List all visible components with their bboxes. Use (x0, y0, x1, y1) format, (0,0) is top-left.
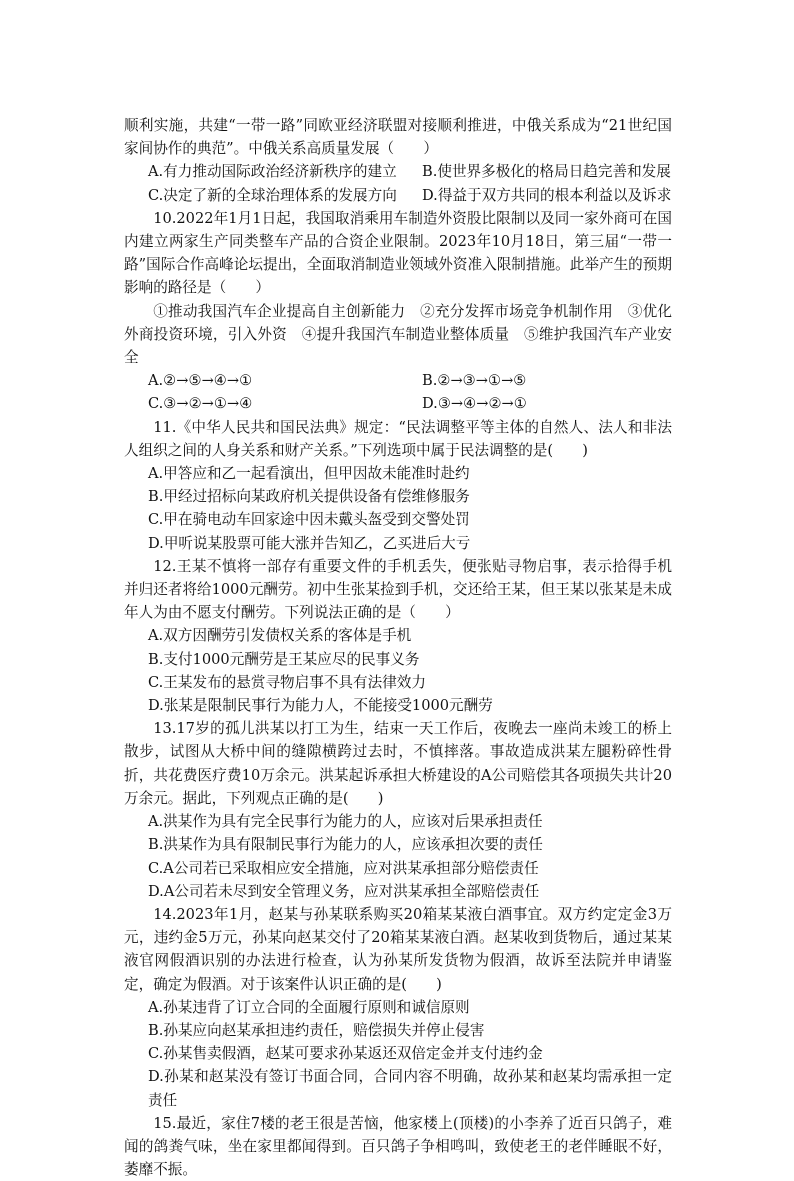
question-13-option-a: A.洪某作为具有完全民事行为能力的人，应该对后果承担责任 (148, 813, 543, 831)
question-12-stem: 12.王某不慎将一部存有重要文件的手机丢失，便张贴寻物启事，表示拾得手机并归还者将给1000元酬劳。初中生张某捡到手机，交还给王某，但王某以张某是未成年人为由不愿支付酬劳。下列说法正确的是（ ） (124, 557, 672, 622)
question-9-options-row-2 (124, 184, 672, 207)
question-14-stem: 14.2023年1月，赵某与孙某联系购买20箱某某液白酒事宜。双方约定定金3万元，违约金5万元，孙某向赵某交付了20箱某某液白酒。赵某收到货物后，通过某某液官网假酒识别的办法进行检查，认为孙某所发货物为假酒，故诉至法院并申请鉴定，确定为假酒。对于该案件认识正确的是( ) (124, 905, 672, 993)
question-14-option-d: D.孙某和赵某没有签订书面合同，合同内容不明确，故孙某和赵某均需承担一定责任 (148, 1068, 672, 1109)
question-12-option-b: B.支付1000元酬劳是王某应尽的民事义务 (148, 650, 420, 668)
question-11-stem: 11.《中华人民共和国民法典》规定：“民法调整平等主体的自然人、法人和非法人组织之间的人身关系和财产关系。”下列选项中属于民法调整的是( ) (124, 418, 672, 459)
question-14-option-b: B.孙某应向赵某承担违约责任，赔偿损失并停止侵害 (148, 1021, 485, 1039)
question-12-option-d: D.张某是限制民事行为能力人，不能接受1000元酬劳 (148, 697, 493, 715)
question-13-option-c: C.A公司若已采取相应安全措施，应对洪某承担部分赔偿责任 (148, 859, 539, 877)
question-9-option-b: B.使世界多极化的格局日趋完善和发展 (422, 163, 671, 181)
question-13-option-d: D.A公司若未尽到安全管理义务，应对洪某承担全部赔偿责任 (148, 882, 540, 900)
question-11-option-a: A.甲答应和乙一起看演出，但甲因故未能准时赴约 (148, 465, 470, 483)
question-10-option-a: A.②→⑤→④→① (148, 372, 253, 390)
question-10-items: ①推动我国汽车企业提高自主创新能力 ②充分发挥市场竞争机制作用 ③优化外商投资环境，引入外资 ④提升我国汽车制造业整体质量 ⑤维护我国汽车产业安全 (124, 302, 672, 367)
question-15-stem: 15.最近，家住7楼的老王很是苦恼，他家楼上(顶楼)的小李养了近百只鸽子，难闻的鸽粪气味，坐在家里都闻得到。百只鸽子争相鸣叫，致使老王的老伴睡眠不好，萎靡不振。 (124, 1114, 672, 1179)
question-10-option-d: D.③→④→②→① (422, 395, 527, 413)
question-14-option-a: A.孙某违背了订立合同的全面履行原则和诚信原则 (148, 998, 470, 1016)
question-11-option-d: D.甲听说某股票可能大涨并告知乙，乙买进后大亏 (148, 534, 471, 552)
question-9-stem: 顺利实施，共建“一带一路”同欧亚经济联盟对接顺利推进，中俄关系成为“21世纪国家间协作的典范”。中俄关系高质量发展（ ） (124, 117, 672, 158)
question-9-option-a: A.有力推动国际政治经济新秩序的建立 (148, 163, 397, 181)
question-9-option-c: C.决定了新的全球治理体系的发展方向 (148, 186, 397, 204)
question-12-option-a: A.双方因酬劳引发债权关系的客体是手机 (148, 627, 412, 645)
question-13-stem: 13.17岁的孤儿洪某以打工为生，结束一天工作后，夜晚去一座尚未竣工的桥上散步，试图从大桥中间的缝隙横跨过去时，不慎摔落。事故造成洪某左腿粉碎性骨折，共花费医疗费10万余元。洪某起诉承担大桥建设的A公司赔偿其各项损失共计20万余元。据此，下列观点正确的是( ) (124, 720, 672, 807)
question-10-option-b: B.②→③→①→⑤ (422, 372, 527, 390)
question-14-option-c: C.孙某售卖假酒，赵某可要求孙某返还双倍定金并支付违约金 (148, 1045, 543, 1063)
question-body (124, 114, 672, 1181)
question-9-option-d: D.得益于双方共同的根本利益以及诉求 (422, 186, 672, 204)
question-10-option-c: C.③→②→①→④ (148, 395, 253, 413)
question-10-stem: 10.2022年1月1日起，我国取消乘用车制造外资股比限制以及同一家外商可在国内建立两家生产同类整车产品的合资企业限制。2023年10月18日，第三届“一带一路”国际合作高峰论坛提出，全面取消制造业领域外资准入限制措施。此举产生的预期影响的路径是（ ） (124, 209, 672, 297)
question-11-option-b: B.甲经过招标向某政府机关提供设备有偿维修服务 (148, 488, 470, 506)
question-13-option-b: B.洪某作为具有限制民事行为能力的人，应该承担次要的责任 (148, 836, 543, 854)
question-10-options-row-1 (124, 369, 672, 392)
question-9-options-row-1 (124, 160, 672, 183)
question-10-options-row-2 (124, 392, 672, 415)
question-12-option-c: C.王某发布的悬赏寻物启事不具有法律效力 (148, 673, 426, 691)
question-11-option-c: C.甲在骑电动车回家途中因未戴头盔受到交警处罚 (148, 511, 470, 529)
